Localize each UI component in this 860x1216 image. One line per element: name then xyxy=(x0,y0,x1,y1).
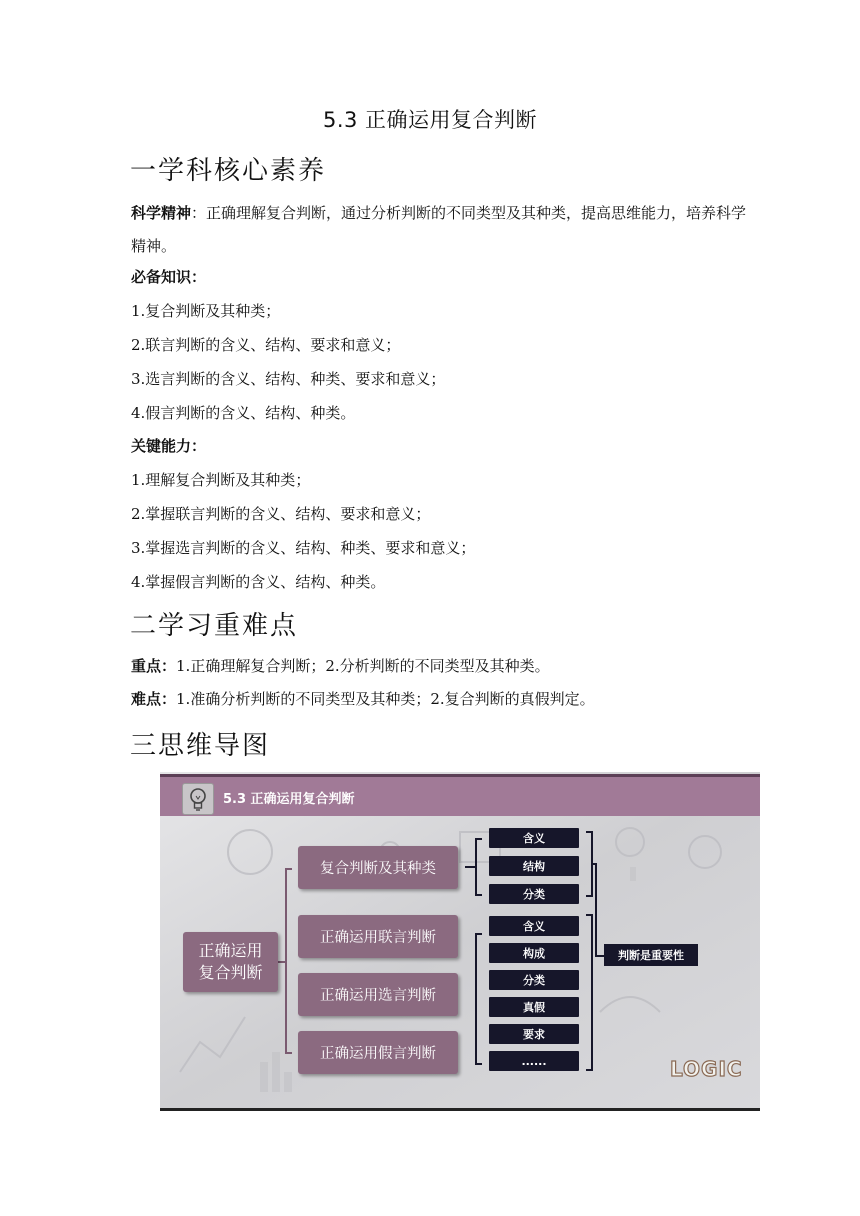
mind-map-importance-node: 判断是重要性 xyxy=(604,944,698,966)
mind-map-leaf-node: 构成 xyxy=(489,943,579,963)
mind-map-leaf-node: 要求 xyxy=(489,1024,579,1044)
mind-map-branch-node: 正确运用选言判断 xyxy=(298,973,458,1016)
root-line-2: 复合判断 xyxy=(198,963,263,982)
logic-logo: LOGIC xyxy=(670,1057,743,1081)
science-spirit-paragraph xyxy=(131,197,751,263)
ability-item: 4.掌握假言判断的含义、结构、种类。 xyxy=(131,573,386,591)
knowledge-item: 1.复合判断及其种类； xyxy=(131,302,281,320)
difficulty-label: 难点： xyxy=(131,690,177,708)
mind-map-figure xyxy=(160,772,760,1111)
document-title: 5.3 正确运用复合判断 xyxy=(322,108,538,132)
ability-label: 关键能力： xyxy=(131,437,207,455)
knowledge-label: 必备知识： xyxy=(131,268,207,286)
mind-map-branch-node: 正确运用联言判断 xyxy=(298,915,458,958)
section-heading-key-points: 二学习重难点 xyxy=(130,611,299,641)
mind-map-leaf-node: ...... xyxy=(489,1051,579,1071)
knowledge-item: 4.假言判断的含义、结构、种类。 xyxy=(131,404,356,422)
section-heading-core-literacy: 一学科核心素养 xyxy=(130,156,327,186)
key-points-line xyxy=(131,655,550,677)
mind-map-header-title: 5.3 正确运用复合判断 xyxy=(223,792,355,807)
ability-item: 2.掌握联言判断的含义、结构、要求和意义； xyxy=(131,505,431,523)
mind-map-leaf-node: 真假 xyxy=(489,997,579,1017)
difficulty-text: 1.准确分析判断的不同类型及其种类；2.复合判断的真假判定。 xyxy=(176,690,595,708)
key-label: 重点： xyxy=(131,657,177,675)
mind-map-leaf-node: 含义 xyxy=(489,916,579,936)
difficulty-line xyxy=(131,688,595,710)
knowledge-item: 2.联言判断的含义、结构、要求和意义； xyxy=(131,336,401,354)
ability-item: 1.理解复合判断及其种类； xyxy=(131,471,311,489)
mind-map-branch-node: 复合判断及其种类 xyxy=(298,846,458,889)
mind-map-leaf-node: 分类 xyxy=(489,884,579,904)
mind-map-root-node xyxy=(183,932,278,992)
ability-item: 3.掌握选言判断的含义、结构、种类、要求和意义； xyxy=(131,539,476,557)
root-line-1: 正确运用 xyxy=(198,941,263,960)
mind-map-leaf-node: 结构 xyxy=(489,856,579,876)
knowledge-item: 3.选言判断的含义、结构、种类、要求和意义； xyxy=(131,370,446,388)
mind-map-leaf-node: 含义 xyxy=(489,828,579,848)
mind-map-branch-node: 正确运用假言判断 xyxy=(298,1031,458,1074)
section-heading-mind-map: 三思维导图 xyxy=(130,731,271,761)
mind-map-leaf-node: 分类 xyxy=(489,970,579,990)
key-text: 1.正确理解复合判断；2.分析判断的不同类型及其种类。 xyxy=(176,657,550,675)
science-spirit-text: ：正确理解复合判断，通过分析判断的不同类型及其种类，提高思维能力，培养科学精神。 xyxy=(131,204,747,255)
science-spirit-label: 科学精神 xyxy=(131,204,192,222)
